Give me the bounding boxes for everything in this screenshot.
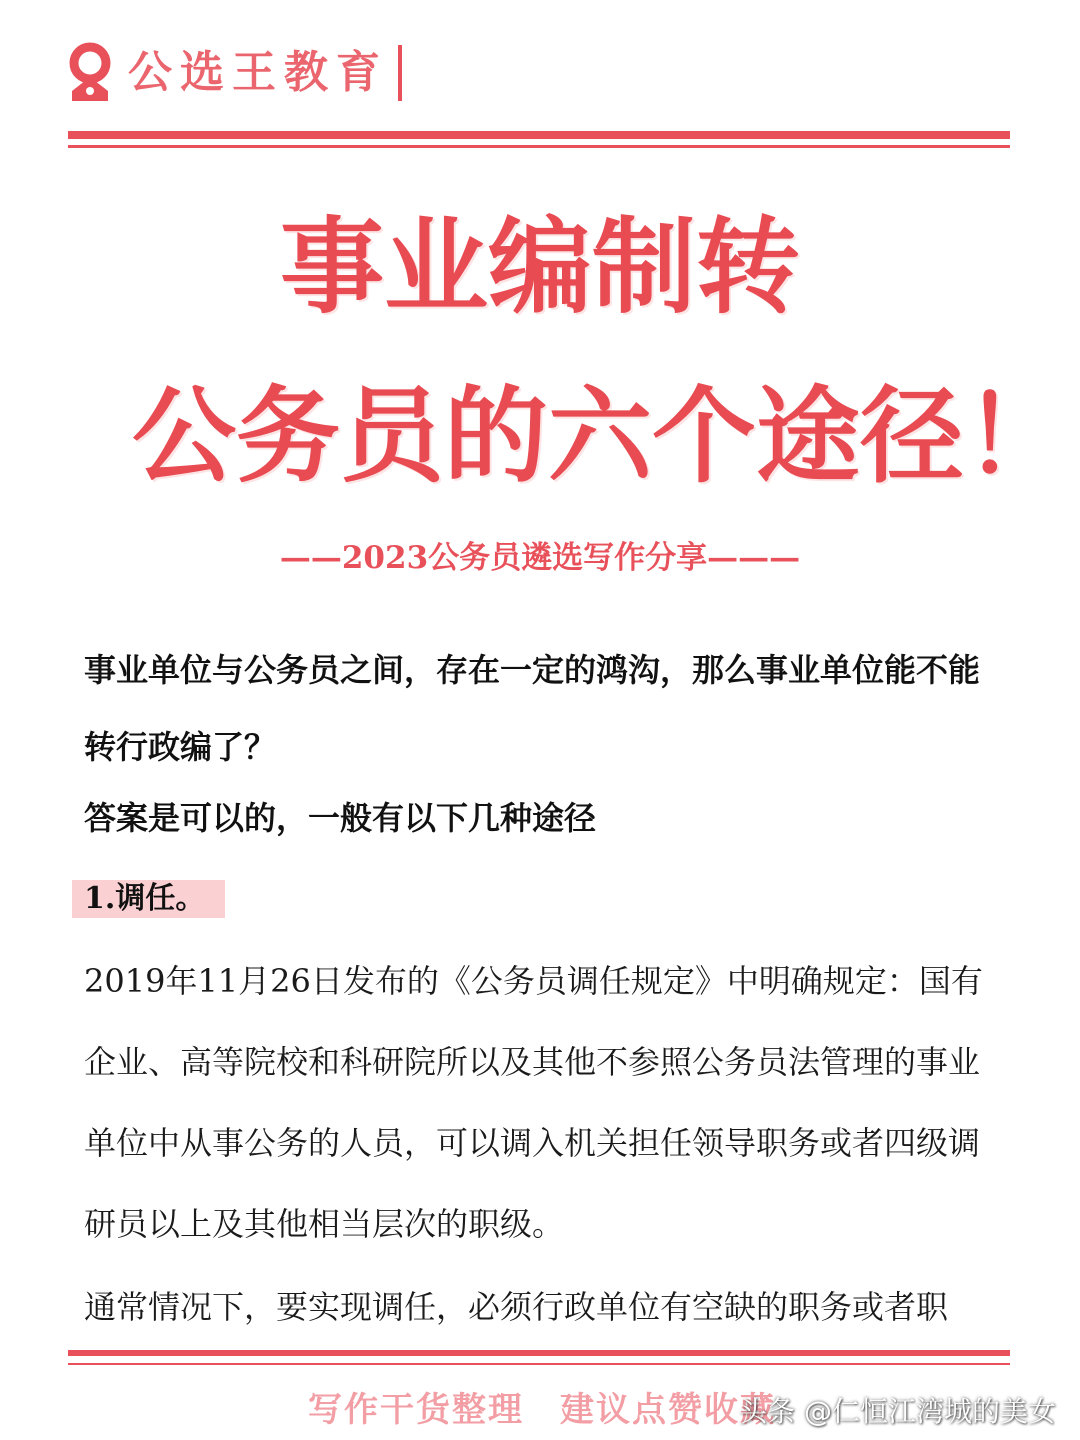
watermark: 头条 @仁恒江湾城的美女 — [739, 1395, 1056, 1428]
brand-logo-icon — [68, 41, 112, 105]
intro-answer: 答案是可以的，一般有以下几种途径 — [84, 799, 597, 837]
header-rule-thin — [68, 145, 1010, 148]
subtitle: ——2023公务员遴选写作分享——— — [279, 540, 801, 576]
brand-divider — [398, 45, 402, 101]
footer-slogan-right: 建议点赞收藏 — [560, 1390, 776, 1430]
section-heading-highlight — [72, 880, 225, 918]
footer-slogan-left: 写作干货整理 — [308, 1390, 524, 1430]
brand-name: 公选王教育 — [128, 47, 388, 98]
headline-line-1: 事业编制转 — [279, 205, 800, 328]
footer-rule-thin — [68, 1363, 1010, 1365]
header-rule-thick — [68, 131, 1010, 139]
section-paragraph-2: 通常情况下，要实现调任，必须行政单位有空缺的职务或者职 — [84, 1288, 949, 1326]
section-paragraph-1: 2019年11月26日发布的《公务员调任规定》中明确规定：国有企业、高等院校和科研院所以及其他不参照公务员法管理的事业单位中从事公务的人员，可以调入机关担任领导职务或者四级调研员以上及其他相当层次的职级。 — [84, 962, 983, 1243]
headline-line-2: 公务员的六个途径！ — [131, 374, 1068, 497]
section-heading: 1.调任。 — [84, 881, 206, 916]
brand-logo — [68, 38, 402, 108]
intro-question: 事业单位与公务员之间，存在一定的鸿沟，那么事业单位能不能转行政编了？ — [84, 651, 981, 766]
footer-rule-thick — [68, 1350, 1010, 1356]
